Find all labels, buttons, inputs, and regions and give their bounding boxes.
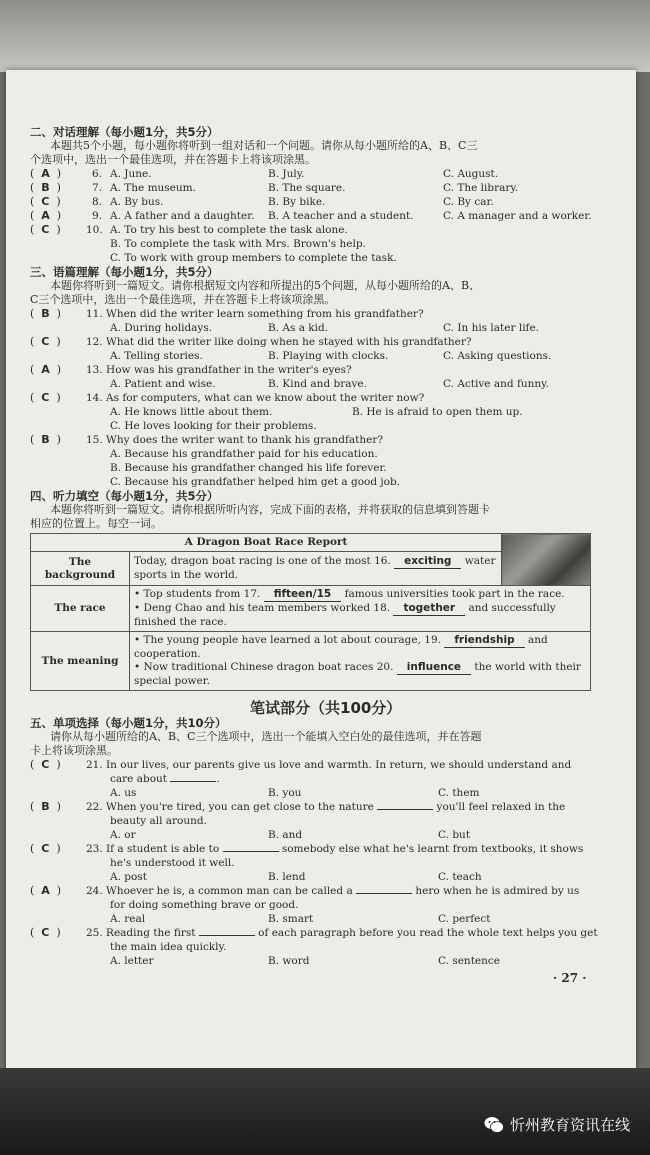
section-5-instruction-2: 卡上将该项涂黑。 — [30, 744, 118, 757]
answer: C — [41, 842, 50, 855]
text: • Top students from 17. — [134, 588, 261, 600]
question-text: somebody else what he's learnt from textbooks, it shows — [281, 843, 584, 855]
answer: C — [41, 335, 50, 348]
question-text: 15. Why does the writer want to thank his grandfather? — [86, 434, 384, 446]
blank — [170, 781, 216, 782]
answer-16: exciting — [394, 555, 461, 569]
option-a: A. Because his grandfather paid for his education. — [110, 448, 378, 460]
top-background — [0, 0, 650, 72]
section-5-title: 五、单项选择（每小题1分，共10分） — [30, 716, 227, 730]
row-meaning-content — [130, 632, 591, 691]
option-a: A. By bus. — [110, 196, 164, 208]
wechat-icon — [484, 1116, 504, 1134]
section-3-instruction: 本题你将听到一篇短文。请你根据短文内容和所提出的5个问题，从每小题所给的A、B、 — [50, 279, 481, 292]
text: water sports in the world. — [134, 555, 496, 581]
answer: B — [41, 307, 50, 320]
question-text: 24. Whoever he is, a common man can be called a — [86, 885, 353, 897]
option-c: C. A manager and a worker. — [443, 210, 592, 222]
option-c: C. The library. — [443, 182, 519, 194]
option-a: A. Telling stories. — [110, 350, 203, 362]
section-4-instruction-2: 相应的位置上。每空一词。 — [30, 517, 162, 530]
section-5-instruction: 请你从每小题所给的A、B、C三个选项中，选出一个能填入空白处的最佳选项，并在答题 — [50, 730, 482, 743]
option-b: B. A teacher and a student. — [268, 210, 414, 222]
row-label-background: The background — [31, 552, 130, 586]
answer-20: influence — [397, 661, 471, 675]
written-part-heading: 笔试部分（共100分） — [250, 699, 402, 717]
option-c: C. sentence — [438, 955, 500, 967]
bottom-background — [0, 1068, 650, 1155]
text: and successfully finished the race. — [134, 602, 556, 628]
option-a: A. The museum. — [110, 182, 196, 194]
option-b: B. The square. — [268, 182, 346, 194]
text: the world with their special power. — [134, 661, 581, 687]
section-4-title: 四、听力填空（每小题1分，共5分） — [30, 489, 219, 503]
answer: A — [41, 167, 50, 180]
question-number: 10. — [86, 224, 103, 236]
answer-18: together — [393, 602, 465, 616]
dragon-boat-photo — [502, 534, 591, 586]
report-table — [30, 533, 591, 691]
option-a: A. us — [110, 787, 137, 799]
row-label-meaning: The meaning — [31, 632, 130, 691]
option-b: B. Because his grandfather changed his life forever. — [110, 462, 387, 474]
option-a: A. post — [110, 871, 147, 883]
answer-19: friendship — [444, 634, 524, 648]
text: famous universities took part in the race. — [344, 588, 565, 600]
option-a: A. June. — [110, 168, 152, 180]
blank — [356, 893, 412, 894]
section-2-instruction-2: 个选项中，选出一个最佳选项，并在答题卡上将该项涂黑。 — [30, 153, 316, 166]
option-b: B. July. — [268, 168, 305, 180]
question-number: 7. — [92, 182, 103, 194]
question-text: 12. What did the writer like doing when he stayed with his grandfather? — [86, 336, 472, 348]
text: • The young people have learned a lot about courage, 19. — [134, 634, 441, 646]
option-c: C. To work with group members to complete the task. — [110, 252, 397, 264]
option-b: B. and — [268, 829, 303, 841]
question-number: 9. — [92, 210, 103, 222]
option-c: C. By car. — [443, 196, 494, 208]
row-label-race: The race — [31, 586, 130, 632]
blank — [223, 851, 279, 852]
answer: A — [41, 884, 50, 897]
option-a: A. or — [110, 829, 136, 841]
option-a: A. He knows little about them. — [110, 406, 273, 418]
question-text: hero when he is admired by us — [415, 885, 580, 897]
option-c: C. Active and funny. — [443, 378, 549, 390]
option-a: A. A father and a daughter. — [110, 210, 255, 222]
answer: C — [41, 391, 50, 404]
answer: B — [41, 433, 50, 446]
text: • Deng Chao and his team members worked 18. — [134, 602, 391, 614]
answer: A — [41, 363, 50, 376]
blank — [199, 935, 255, 936]
answer: A — [41, 209, 50, 222]
section-2-instruction: 本题共5个小题，每小题你将听到一组对话和一个问题。请你从每小题所给的A、B、C三 — [50, 139, 478, 152]
option-c: C. them — [438, 787, 480, 799]
option-a: A. real — [110, 913, 146, 925]
question-text: the main idea quickly. — [110, 941, 227, 953]
answer-17: fifteen/15 — [264, 588, 342, 602]
option-b: B. Playing with clocks. — [268, 350, 389, 362]
blank — [377, 809, 433, 810]
watermark — [484, 1114, 630, 1135]
question-text: 23. If a student is able to — [86, 843, 220, 855]
question-text: 25. Reading the first — [86, 927, 196, 939]
question-number: 8. — [92, 196, 103, 208]
option-a: A. letter — [110, 955, 154, 967]
text: and cooperation. — [134, 634, 548, 660]
option-b: B. By bike. — [268, 196, 326, 208]
answer: C — [41, 195, 50, 208]
question-text: you'll feel relaxed in the — [436, 801, 566, 813]
section-2-title: 二、对话理解（每小题1分，共5分） — [30, 125, 219, 139]
answer: C — [41, 926, 50, 939]
option-b: B. He is afraid to open them up. — [352, 406, 523, 418]
watermark-text: 忻州教育资讯在线 — [509, 1116, 630, 1134]
question-text: 11. When did the writer learn something from his grandfather? — [86, 308, 424, 320]
option-c: C. Because his grandfather helped him get a good job. — [110, 476, 401, 488]
option-b: B. you — [268, 787, 302, 799]
question-text: 21. In our lives, our parents give us love and warmth. In return, we should understand and — [86, 759, 572, 771]
row-background-content — [130, 552, 502, 586]
answer: B — [41, 181, 50, 194]
text: • Now traditional Chinese dragon boat races 20. — [134, 661, 394, 673]
option-c: C. but — [438, 829, 471, 841]
section-3-title: 三、语篇理解（每小题1分，共5分） — [30, 265, 219, 279]
option-c: C. perfect — [438, 913, 491, 925]
option-b: B. As a kid. — [268, 322, 329, 334]
option-a: A. During holidays. — [110, 322, 213, 334]
section-3-instruction-2: C三个选项中，选出一个最佳选项，并在答题卡上将该项涂黑。 — [30, 293, 336, 306]
question-text: beauty all around. — [110, 815, 207, 827]
question-text: 14. As for computers, what can we know about the writer now? — [86, 392, 425, 404]
answer: C — [41, 758, 50, 771]
row-race-content — [130, 586, 591, 632]
option-c: C. In his later life. — [443, 322, 539, 334]
table-header: A Dragon Boat Race Report — [31, 534, 502, 552]
page-number: · 27 · — [553, 971, 587, 985]
question-text: 22. When you're tired, you can get close to the nature — [86, 801, 374, 813]
text: Today, dragon boat racing is one of the most 16. — [134, 555, 391, 567]
option-a: A. To try his best to complete the task alone. — [110, 224, 348, 236]
question-text: he's understood it well. — [110, 857, 235, 869]
section-4-instruction: 本题你将听到一篇短文。请你根据所听内容，完成下面的表格，并将获取的信息填到答题卡 — [50, 503, 490, 516]
option-c: C. August. — [443, 168, 499, 180]
option-c: C. teach — [438, 871, 482, 883]
answer: C — [41, 223, 50, 236]
option-c: C. Asking questions. — [443, 350, 552, 362]
question-text: care about — [110, 773, 167, 785]
option-b: B. word — [268, 955, 310, 967]
option-b: B. Kind and brave. — [268, 378, 367, 390]
question-text: of each paragraph before you read the whole text helps you get — [258, 927, 598, 939]
option-b: B. smart — [268, 913, 314, 925]
question-number: 6. — [92, 168, 103, 180]
option-a: A. Patient and wise. — [110, 378, 216, 390]
question-text: for doing something brave or good. — [110, 899, 299, 911]
option-b: B. To complete the task with Mrs. Brown's help. — [110, 238, 366, 250]
option-c: C. He loves looking for their problems. — [110, 420, 317, 432]
question-text: 13. How was his grandfather in the writer's eyes? — [86, 364, 352, 376]
answer: B — [41, 800, 50, 813]
option-b: B. lend — [268, 871, 306, 883]
